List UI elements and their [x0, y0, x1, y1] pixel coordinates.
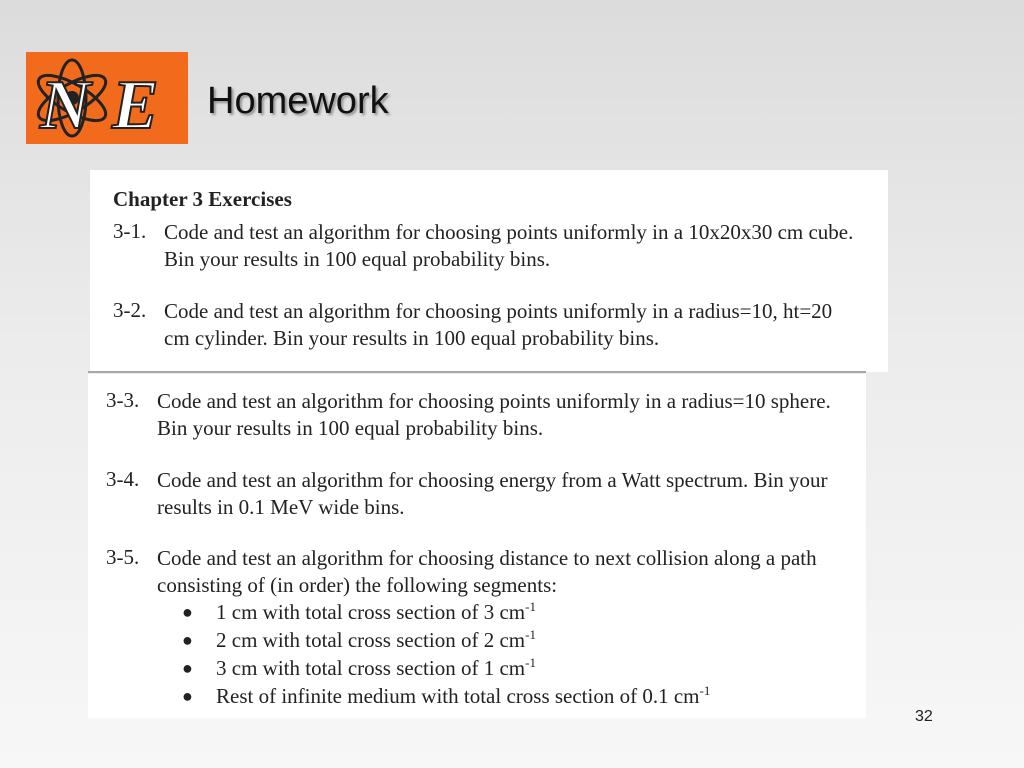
exercise-number: 3-2. [113, 298, 147, 322]
atom-logo-icon [26, 52, 188, 144]
exercise-text: Code and test an algorithm for choosing energy from a Watt spectrum. Bin your results in 0.1 MeV wide bins. [157, 468, 828, 519]
superscript: -1 [525, 627, 536, 642]
cross-section-list [182, 598, 822, 710]
superscript: -1 [525, 599, 536, 614]
bullet-icon: ● [182, 658, 193, 678]
exercise-number: 3-5. [106, 545, 140, 569]
list-item-text: 2 cm with total cross section of 2 cm [216, 628, 526, 652]
exercise-number: 3-1. [113, 219, 147, 243]
bullet-icon: ● [182, 686, 193, 706]
svg-text:E: E [112, 67, 159, 144]
superscript: -1 [525, 655, 536, 670]
exercise-text: Code and test an algorithm for choosing distance to next collision along a path consisting of (in order) the following segments: [157, 546, 817, 597]
exercise-panel-bottom [88, 374, 866, 718]
bullet-icon: ● [182, 630, 193, 650]
panel-divider [88, 371, 866, 373]
page-number: 32 [915, 708, 933, 725]
svg-text:N: N [40, 67, 91, 144]
list-item-text: Rest of infinite medium with total cross section of 0.1 cm [216, 684, 700, 708]
list-item [182, 682, 822, 710]
list-item-text: 1 cm with total cross section of 3 cm [216, 600, 526, 624]
exercise-number: 3-4. [106, 467, 140, 491]
exercise-text: Code and test an algorithm for choosing points uniformly in a radius=10, ht=20 cm cylinder. Bin your results in 100 equal probability bins. [164, 299, 833, 350]
exercise-number: 3-3. [106, 388, 140, 412]
chapter-heading: Chapter 3 Exercises [113, 187, 292, 211]
ne-logo [26, 52, 188, 144]
exercise-panel-top [90, 170, 888, 372]
exercise-text: Code and test an algorithm for choosing points uniformly in a radius=10 sphere. Bin your results in 100 equal probability bins. [157, 389, 831, 440]
exercise-text: Code and test an algorithm for choosing points uniformly in a 10x20x30 cm cube. Bin your results in 100 equal probability bins. [164, 220, 854, 271]
slide-title: Homework [207, 80, 389, 122]
list-item [182, 654, 822, 682]
list-item [182, 598, 822, 626]
list-item [182, 626, 822, 654]
bullet-icon: ● [182, 602, 193, 622]
superscript: -1 [699, 683, 711, 698]
list-item-text: 3 cm with total cross section of 1 cm [216, 656, 526, 680]
